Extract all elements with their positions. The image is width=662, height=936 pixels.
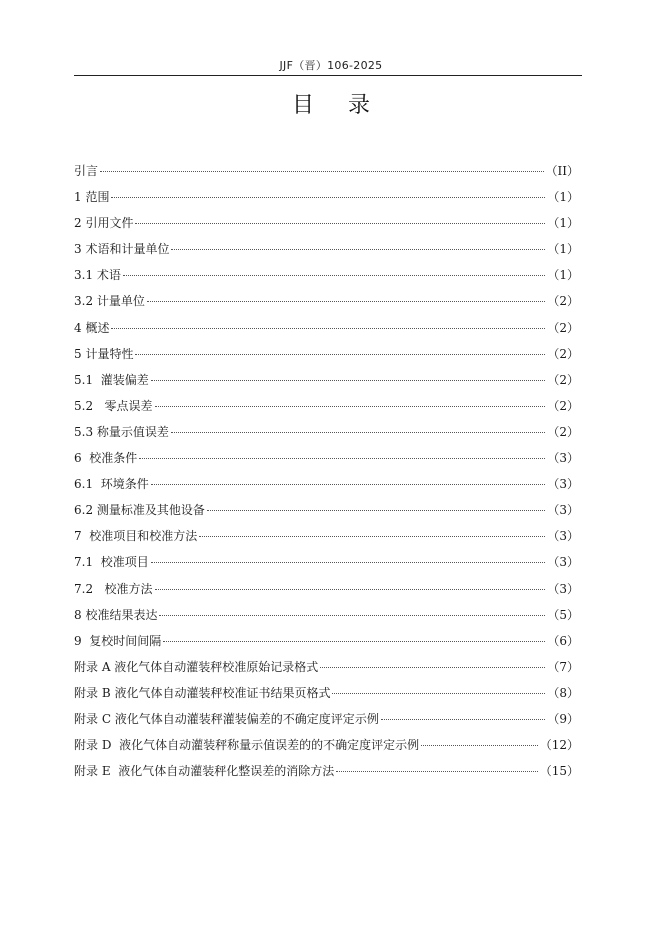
- toc-entry-page-number: （1）: [547, 268, 579, 283]
- toc-entry[interactable]: [74, 236, 579, 262]
- dot-leader: [151, 548, 546, 563]
- toc-entry-label: 引言: [74, 164, 99, 178]
- toc-entry-label: 4 概述: [74, 320, 110, 335]
- dot-leader: [381, 705, 546, 720]
- toc-entry[interactable]: [74, 262, 579, 288]
- toc-entry[interactable]: [74, 654, 579, 680]
- toc-entry-label: 附录 D 液化气体自动灌装秤称量示值误差的的不确定度评定示例: [74, 738, 420, 753]
- dot-leader: [111, 314, 545, 329]
- toc-entry[interactable]: [74, 158, 579, 184]
- toc-entry-page-number: （9）: [547, 711, 579, 726]
- toc-entry-label: 附录 A 液化气体自动灌装秤校准原始记录格式: [74, 659, 319, 674]
- dot-leader: [155, 575, 546, 590]
- dot-leader: [151, 366, 546, 381]
- toc-entry-page-number: （15）: [539, 764, 579, 779]
- dot-leader: [207, 496, 545, 511]
- toc-entry-page-number: （1）: [547, 190, 579, 205]
- toc-entry-page-number: （II）: [545, 164, 579, 178]
- toc-entry[interactable]: [74, 315, 579, 341]
- toc-entry-label: 附录 C 液化气体自动灌装秤灌装偏差的不确定度评定示例: [74, 711, 379, 726]
- dot-leader: [135, 209, 545, 224]
- toc-entry-label: 附录 E 液化气体自动灌装秤化整误差的消除方法: [74, 764, 335, 779]
- toc-entry-label: 6.1 环境条件: [74, 477, 149, 492]
- toc-entry-page-number: （3）: [547, 451, 579, 466]
- dot-leader: [199, 522, 545, 537]
- toc-entry-label: 7.1 校准项目: [74, 555, 149, 570]
- toc-entry-page-number: （3）: [547, 477, 579, 492]
- toc-entry-page-number: （3）: [547, 555, 579, 570]
- toc-entry[interactable]: [74, 628, 579, 654]
- dot-leader: [139, 444, 545, 459]
- toc-entry-label: 7 校准项目和校准方法: [74, 529, 198, 544]
- toc-entry[interactable]: [74, 523, 579, 549]
- toc-entry-page-number: （2）: [547, 294, 579, 309]
- toc-entry-page-number: （2）: [547, 424, 579, 439]
- header-divider: [74, 75, 582, 76]
- toc-entry-page-number: （2）: [547, 320, 579, 335]
- toc-entry-label: 1 范围: [74, 190, 110, 205]
- dot-leader: [163, 627, 545, 642]
- toc-entry-label: 3.2 计量单位: [74, 294, 145, 309]
- toc-entry[interactable]: [74, 288, 579, 314]
- toc-entry-page-number: （8）: [547, 685, 579, 700]
- toc-entry-page-number: （12）: [539, 738, 579, 753]
- toc-entry-page-number: （7）: [547, 659, 579, 674]
- dot-leader: [155, 392, 546, 407]
- toc-entry-label: 6.2 测量标准及其他设备: [74, 503, 205, 518]
- toc-entry-label: 7.2 校准方法: [74, 581, 153, 596]
- toc-entry[interactable]: [74, 471, 579, 497]
- page-title: 目录: [291, 93, 404, 118]
- dot-leader: [100, 157, 544, 172]
- dot-leader: [151, 470, 546, 485]
- dot-leader: [147, 287, 545, 302]
- toc-entry[interactable]: [74, 549, 579, 575]
- toc-entry-page-number: （5）: [547, 607, 579, 622]
- toc-entry-label: 3.1 术语: [74, 268, 121, 283]
- toc-entry-label: 5.3 称量示值误差: [74, 424, 169, 439]
- toc-entry-label: 8 校准结果表达: [74, 607, 158, 622]
- dot-leader: [320, 653, 545, 668]
- toc-entry[interactable]: [74, 210, 579, 236]
- toc-entry-page-number: （3）: [547, 529, 579, 544]
- toc-entry-page-number: （3）: [547, 581, 579, 596]
- toc-entry-page-number: （1）: [547, 216, 579, 231]
- dot-leader: [111, 183, 545, 198]
- toc-entry-label: 附录 B 液化气体自动灌装秤校准证书结果页格式: [74, 685, 331, 700]
- toc-entry-label: 2 引用文件: [74, 216, 134, 231]
- dot-leader: [123, 261, 545, 276]
- table-of-contents: [74, 158, 579, 784]
- toc-entry[interactable]: [74, 184, 579, 210]
- toc-entry[interactable]: [74, 341, 579, 367]
- document-code-header: JJF（晋）106-2025: [279, 59, 383, 72]
- toc-entry-page-number: （2）: [547, 398, 579, 413]
- toc-entry[interactable]: [74, 680, 579, 706]
- dot-leader: [171, 235, 545, 250]
- dot-leader: [135, 340, 545, 355]
- toc-entry-label: 3 术语和计量单位: [74, 242, 170, 257]
- dot-leader: [421, 731, 538, 746]
- toc-entry[interactable]: [74, 602, 579, 628]
- toc-entry-page-number: （1）: [547, 242, 579, 257]
- toc-entry-page-number: （2）: [547, 346, 579, 361]
- toc-entry[interactable]: [74, 732, 579, 758]
- toc-entry[interactable]: [74, 419, 579, 445]
- toc-entry-label: 5.2 零点误差: [74, 398, 153, 413]
- toc-entry-label: 6 校准条件: [74, 451, 138, 466]
- toc-entry[interactable]: [74, 758, 579, 784]
- toc-entry-page-number: （3）: [547, 503, 579, 518]
- toc-entry-label: 5 计量特性: [74, 346, 134, 361]
- dot-leader: [332, 679, 545, 694]
- toc-entry-label: 9 复校时间间隔: [74, 633, 162, 648]
- toc-entry[interactable]: [74, 445, 579, 471]
- toc-entry-page-number: （2）: [547, 372, 579, 387]
- toc-entry[interactable]: [74, 706, 579, 732]
- dot-leader: [336, 757, 538, 772]
- toc-entry-label: 5.1 灌装偏差: [74, 372, 149, 387]
- toc-entry[interactable]: [74, 497, 579, 523]
- dot-leader: [159, 601, 545, 616]
- toc-entry[interactable]: [74, 393, 579, 419]
- dot-leader: [171, 418, 545, 433]
- toc-entry[interactable]: [74, 367, 579, 393]
- toc-entry[interactable]: [74, 576, 579, 602]
- toc-entry-page-number: （6）: [547, 633, 579, 648]
